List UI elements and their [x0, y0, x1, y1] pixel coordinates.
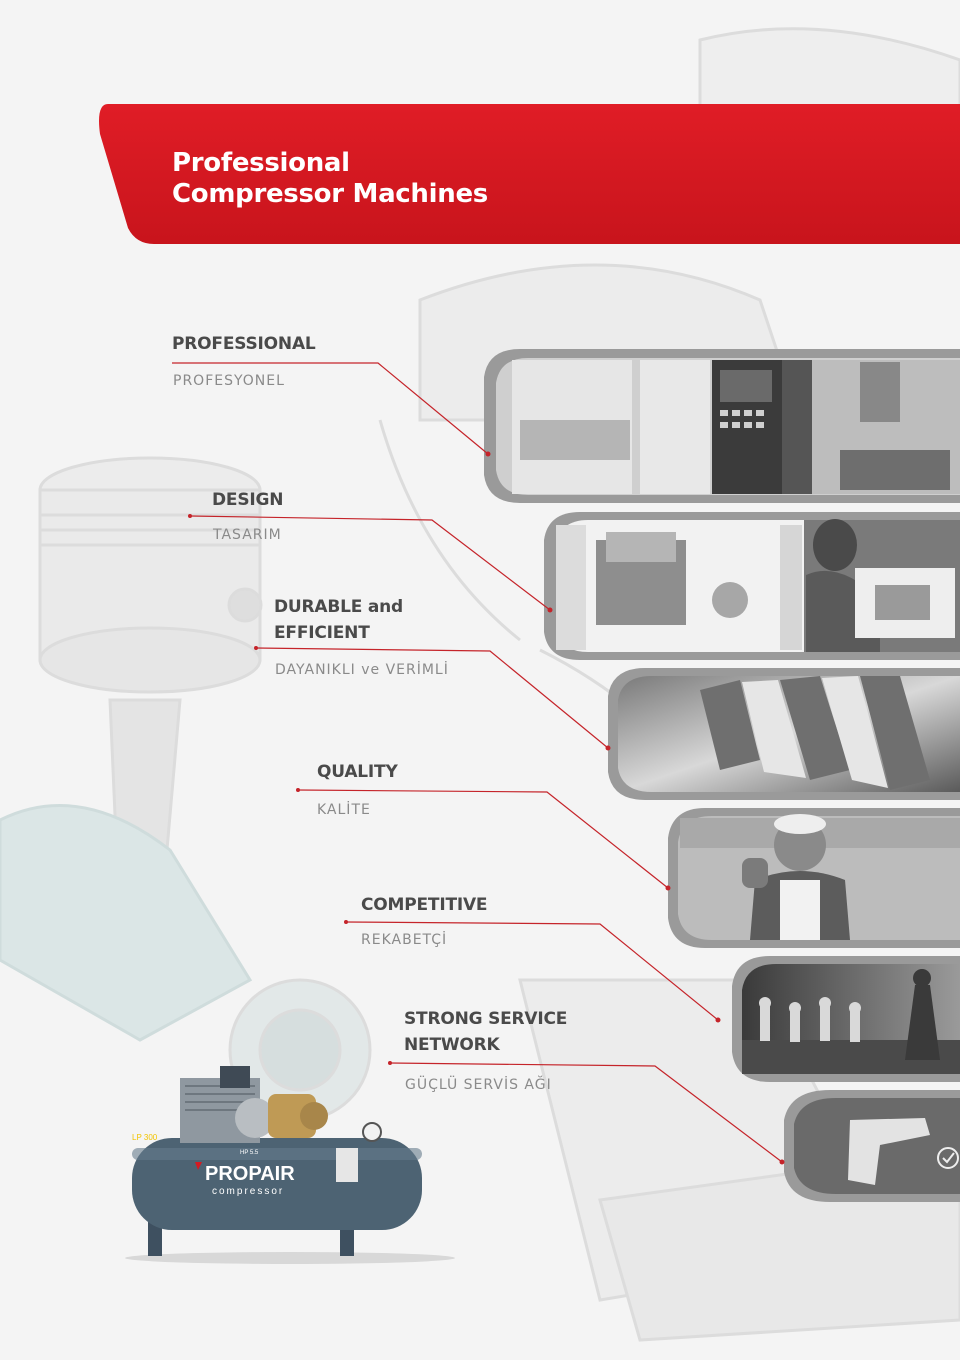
title-line-1: Professional: [172, 148, 350, 178]
feature-quality-title: QUALITY: [317, 762, 398, 782]
feature-durable-subtitle: DAYANIKLI ve VERİMLİ: [275, 662, 449, 678]
feature-competitive-title: COMPETITIVE: [361, 895, 488, 915]
panel-steel-gears: [608, 668, 960, 800]
feature-professional-title: PROFESSIONAL: [172, 334, 316, 354]
product-brand-label: PROPAIR: [205, 1163, 295, 1185]
feature-design-title: DESIGN: [212, 490, 284, 510]
product-tank-label: LP 300: [132, 1133, 158, 1142]
title-line-2: Compressor Machines: [172, 179, 488, 209]
panel-cnc-machining: [484, 349, 960, 503]
panel-chess: [732, 956, 960, 1082]
feature-service-subtitle: GÜÇLÜ SERVİS AĞI: [405, 1077, 552, 1093]
product-hp-label: HP 5.5: [240, 1150, 259, 1156]
propair-compressor-image: [110, 1058, 455, 1266]
feature-competitive-subtitle: REKABETÇİ: [361, 932, 448, 948]
feature-durable-title-line-2: EFFICIENT: [274, 623, 370, 643]
feature-durable-title: [274, 594, 403, 646]
panel-cad-design: [544, 512, 960, 660]
product-brand-sub-label: compressor: [212, 1186, 285, 1197]
feature-service-title: [404, 1006, 567, 1058]
feature-service-title-line-2: NETWORK: [404, 1035, 500, 1055]
feature-design-subtitle: TASARIM: [213, 527, 282, 543]
feature-quality-subtitle: KALİTE: [317, 802, 371, 818]
feature-professional-subtitle: PROFESYONEL: [173, 373, 285, 389]
feature-service-title-line-1: STRONG SERVICE: [404, 1009, 568, 1029]
panel-factory-worker: [668, 808, 960, 948]
feature-durable-title-line-1: DURABLE and: [274, 597, 404, 617]
panel-touch-checkmark: [784, 1090, 960, 1202]
